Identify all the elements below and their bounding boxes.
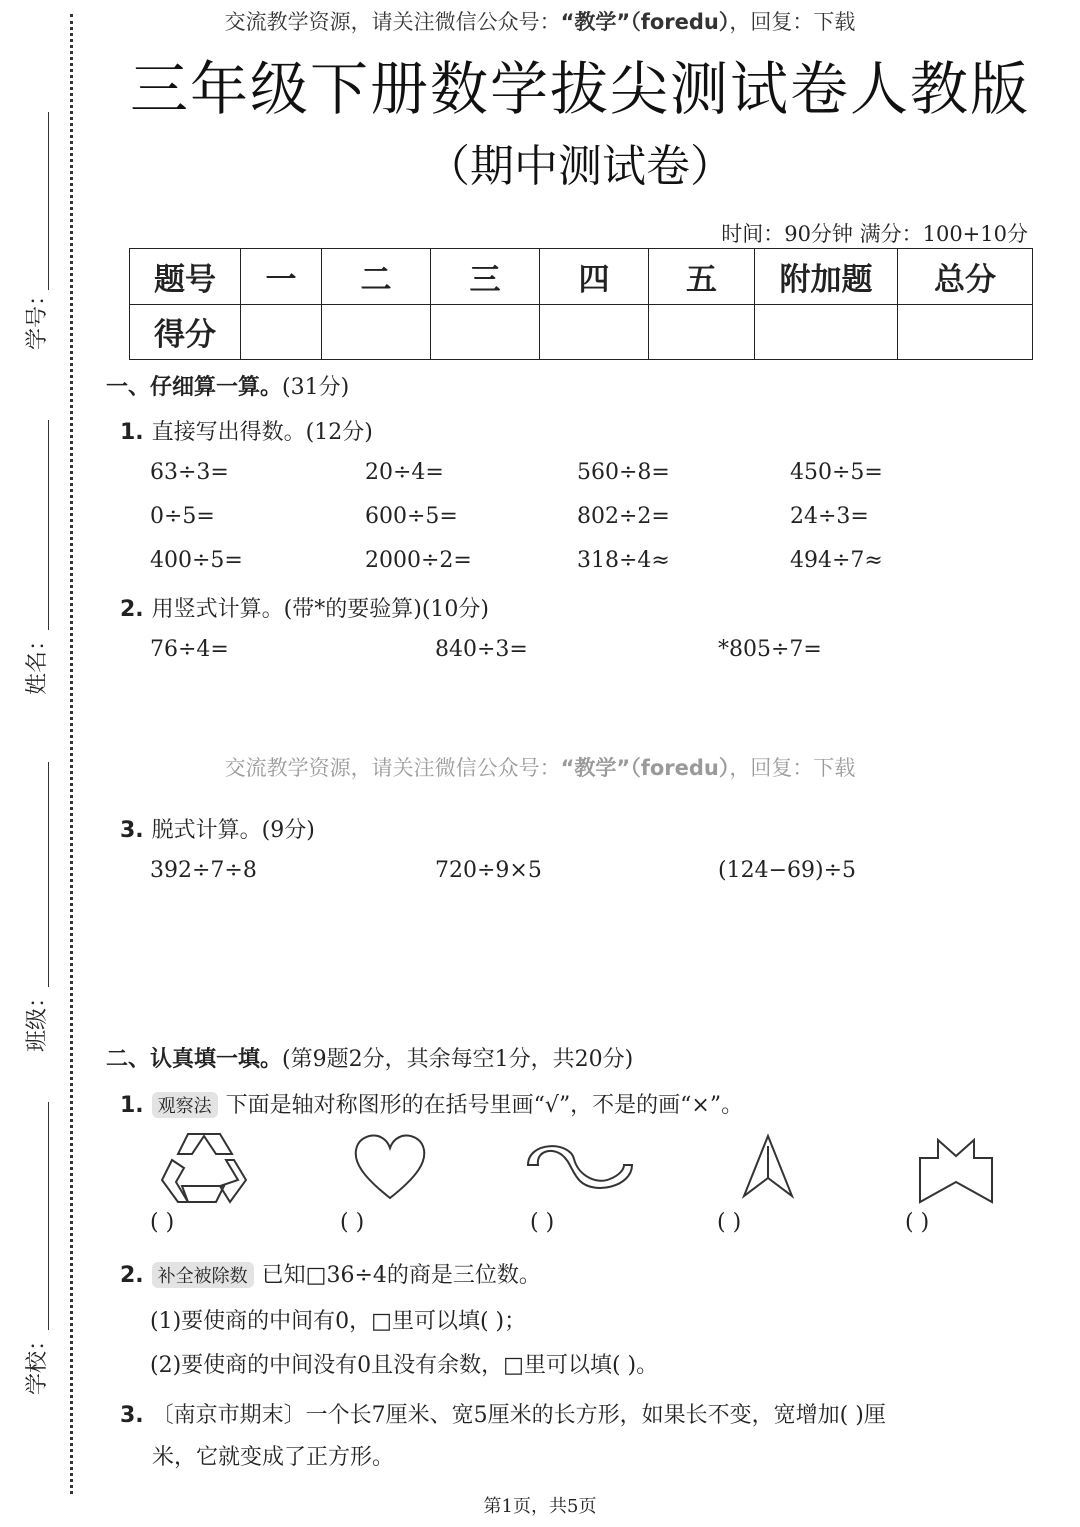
s2-q2-sub2: (2)要使商的中间没有0且没有余数，□里可以填( )。 xyxy=(150,1353,659,1378)
s2-q2-sub1: (1)要使商的中间有0，□里可以填( )； xyxy=(150,1309,527,1334)
score-cell[interactable] xyxy=(540,304,649,360)
top-banner: 交流教学资源，请关注微信公众号：“教学”（foredu），回复：下载 xyxy=(224,10,856,34)
header-cell: 题号 xyxy=(130,249,241,305)
calc-item: 494÷7≈ xyxy=(790,548,883,573)
calc-item: 2000÷2= xyxy=(365,548,472,573)
header-cell: 总分 xyxy=(898,249,1033,305)
vertical-calc-item: 840÷3= xyxy=(435,637,528,662)
page-footer: 第1页，共5页 xyxy=(483,1496,597,1517)
calc-item: 24÷3= xyxy=(790,504,869,529)
score-cell[interactable] xyxy=(322,304,431,360)
answer-blank[interactable]: ( ) xyxy=(150,1210,175,1235)
class-label: 班级： xyxy=(25,985,50,1052)
row-label: 得分 xyxy=(130,304,241,360)
s2-q3-line2: 米，它就变成了正方形。 xyxy=(152,1445,395,1470)
score-cell[interactable] xyxy=(898,304,1033,360)
class-line[interactable] xyxy=(48,762,49,987)
answer-blank[interactable]: ( ) xyxy=(340,1210,365,1235)
s2-q3-prompt: 3. 〔南京市期末〕一个长7厘米、宽5厘米的长方形，如果长不变，宽增加( )厘 xyxy=(120,1403,886,1428)
s1-q3-prompt: 3. 脱式计算。(9分) xyxy=(120,818,315,843)
answer-blank[interactable]: ( ) xyxy=(717,1210,742,1235)
house-shape xyxy=(916,1136,996,1208)
calc-item: 450÷5= xyxy=(790,460,883,485)
vertical-calc-item: *805÷7= xyxy=(718,637,822,662)
calc-item: 560÷8= xyxy=(577,460,670,485)
section1-title: 一、仔细算一算。(31分) xyxy=(106,374,350,400)
middle-banner: 交流教学资源，请关注微信公众号：“教学”（foredu），回复：下载 xyxy=(224,756,856,780)
mixed-calc-item: 720÷9×5 xyxy=(435,858,542,883)
header-cell: 五 xyxy=(649,249,755,305)
score-cell[interactable] xyxy=(755,304,898,360)
student-no-label: 学号： xyxy=(25,283,50,350)
s2-q2-prompt: 2. 补全被除数 已知□36÷4的商是三位数。 xyxy=(120,1263,541,1288)
s1-q1-prompt: 1. 直接写出得数。(12分) xyxy=(120,420,373,445)
header-cell: 四 xyxy=(540,249,649,305)
calc-item: 0÷5= xyxy=(150,504,215,529)
s2-q1-prompt: 1. 观察法 下面是轴对称图形的在括号里画“√”，不是的画“×”。 xyxy=(120,1093,744,1118)
score-cell[interactable] xyxy=(431,304,540,360)
name-line[interactable] xyxy=(48,420,49,630)
header-cell: 三 xyxy=(431,249,540,305)
score-cell[interactable] xyxy=(241,304,322,360)
school-label: 学校： xyxy=(25,1328,50,1395)
mixed-calc-item: (124−69)÷5 xyxy=(718,858,857,883)
heart-shape xyxy=(352,1132,428,1202)
score-table-header xyxy=(130,249,1033,305)
calc-item: 318÷4≈ xyxy=(577,548,670,573)
calc-item: 600÷5= xyxy=(365,504,458,529)
page-title: 三年级下册数学拔尖测试卷人教版 xyxy=(129,55,1030,123)
score-table-row xyxy=(130,304,1033,360)
mixed-calc-item: 392÷7÷8 xyxy=(150,858,257,883)
vertical-calc-item: 76÷4= xyxy=(150,637,229,662)
school-line[interactable] xyxy=(48,1102,49,1330)
score-cell[interactable] xyxy=(649,304,755,360)
calc-item: 20÷4= xyxy=(365,460,444,485)
method-tag: 补全被除数 xyxy=(152,1262,254,1288)
s1-q2-prompt: 2. 用竖式计算。(带*的要验算)(10分) xyxy=(120,597,489,622)
header-cell: 二 xyxy=(322,249,431,305)
score-table xyxy=(129,248,1033,360)
calc-item: 802÷2= xyxy=(577,504,670,529)
wave-shape xyxy=(524,1135,636,1197)
header-cell: 附加题 xyxy=(755,249,898,305)
time-info: 时间：90分钟 满分：100+10分 xyxy=(721,222,1028,246)
student-no-line[interactable] xyxy=(48,112,49,290)
calc-item: 400÷5= xyxy=(150,548,243,573)
calc-item: 63÷3= xyxy=(150,460,229,485)
arrow-shape xyxy=(740,1132,796,1200)
section2-title: 二、认真填一填。(第9题2分，其余每空1分，共20分) xyxy=(106,1046,634,1072)
name-label: 姓名： xyxy=(25,628,50,695)
recycle-shape xyxy=(158,1130,250,1206)
header-cell: 一 xyxy=(241,249,322,305)
page-subtitle: （期中测试卷） xyxy=(426,141,734,192)
answer-blank[interactable]: ( ) xyxy=(905,1210,930,1235)
answer-blank[interactable]: ( ) xyxy=(530,1210,555,1235)
method-tag: 观察法 xyxy=(152,1092,218,1118)
